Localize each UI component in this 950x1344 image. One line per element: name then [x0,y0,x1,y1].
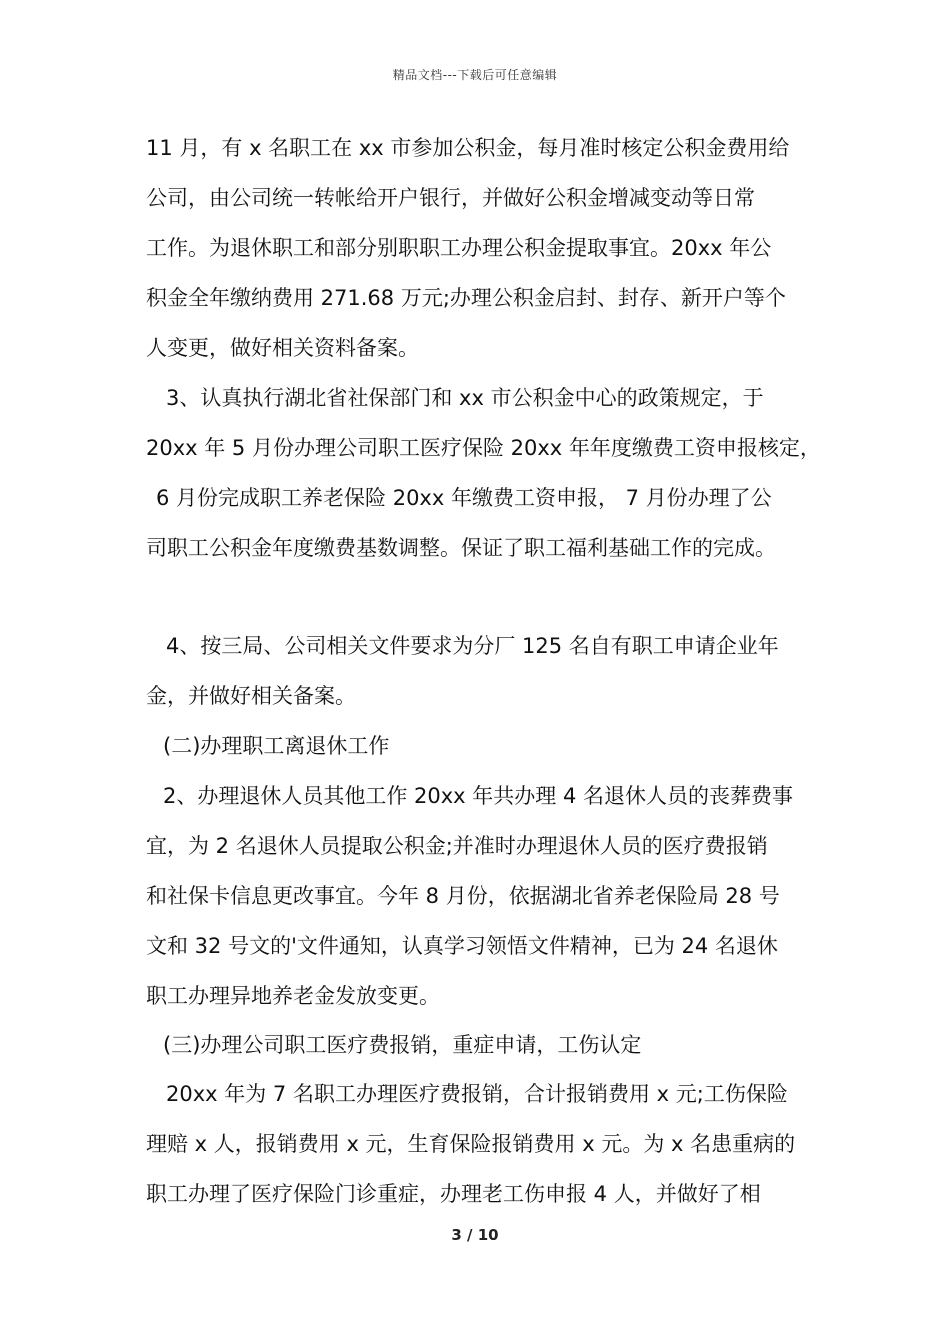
body-text-line: 职工办理异地养老金发放变更。 [146,984,440,1008]
body-text-line: 文和 32 号文的'文件通知，认真学习领悟文件精神，已为 24 名退休 [146,934,778,958]
body-text-line: 4、按三局、公司相关文件要求为分厂 125 名自有职工申请企业年 [166,634,779,658]
body-text-line: 人变更，做好相关资料备案。 [146,336,419,360]
page-header: 精品文档---下载后可任意编辑 [392,68,558,82]
body-text-line: 金，并做好相关备案。 [146,684,356,708]
body-text-line: 工作。为退休职工和部分别职职工办理公积金提取事宜。20xx 年公 [146,236,772,260]
body-text-line: 积金全年缴纳费用 271.68 万元;办理公积金启封、封存、新开户等个 [146,286,786,310]
body-text-line: 理赔 x 人，报销费用 x 元，生育保险报销费用 x 元。为 x 名患重病的 [146,1132,796,1156]
body-text-line: 3、认真执行湖北省社保部门和 xx 市公积金中心的政策规定，于 [166,386,764,410]
body-text-line: 20xx 年为 7 名职工办理医疗费报销，合计报销费用 x 元;工伤保险 [166,1082,788,1106]
body-text-line: 20xx 年 5 月份办理公司职工医疗保险 20xx 年年度缴费工资申报核定， [146,436,821,460]
section-heading: (二)办理职工离退休工作 [163,734,390,758]
body-text-line: 司职工公积金年度缴费基数调整。保证了职工福利基础工作的完成。 [146,536,776,560]
body-text-line: 2、办理退休人员其他工作 20xx 年共办理 4 名退休人员的丧葬费事 [163,784,793,808]
body-text-line: 6 月份完成职工养老保险 20xx 年缴费工资申报， 7 月份办理了公 [156,486,772,510]
body-text-line: 职工办理了医疗保险门诊重症，办理老工伤申报 4 人，并做好了相 [146,1182,761,1206]
section-heading: (三)办理公司职工医疗费报销，重症申请，工伤认定 [163,1033,642,1057]
body-text-line: 宜，为 2 名退休人员提取公积金;并准时办理退休人员的医疗费报销 [146,834,768,858]
page-number: 3 / 10 [451,1226,499,1244]
body-text-line: 11 月，有 x 名职工在 xx 市参加公积金，每月准时核定公积金费用给 [146,136,790,160]
body-text-line: 公司，由公司统一转帐给开户银行，并做好公积金增减变动等日常 [146,186,755,210]
body-text-line: 和社保卡信息更改事宜。今年 8 月份，依据湖北省养老保险局 28 号 [146,884,780,908]
